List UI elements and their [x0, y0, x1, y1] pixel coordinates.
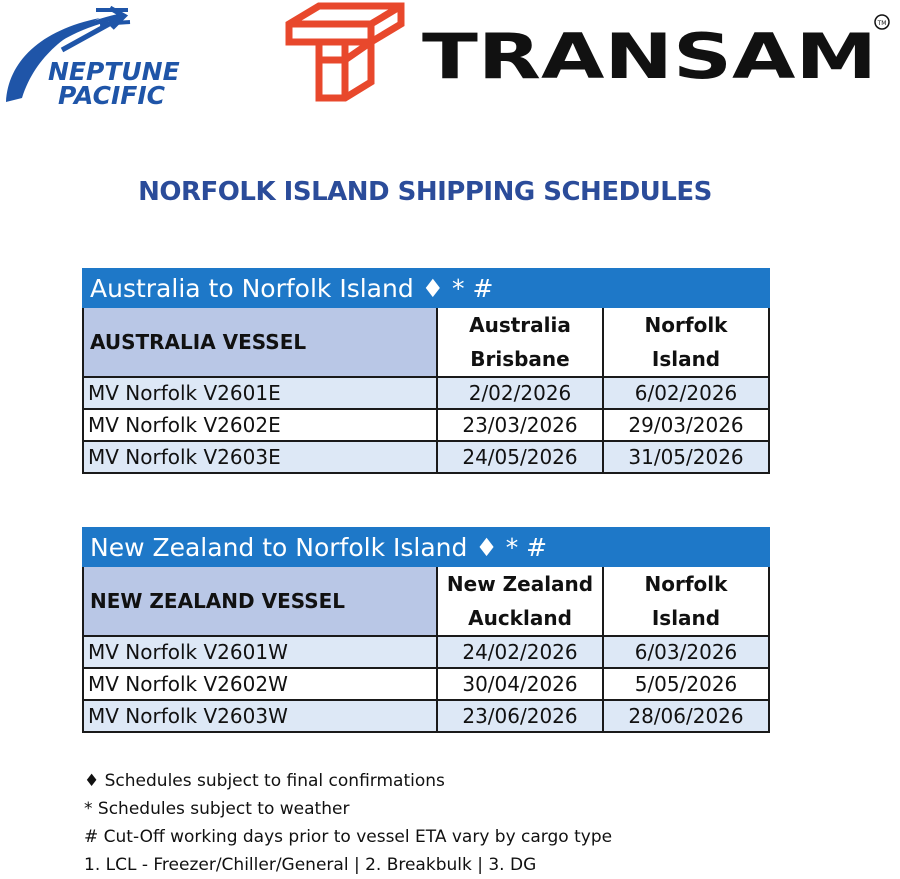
footnote-cargo-types: 1. LCL - Freezer/Chiller/General | 2. Breakbulk | 3. DG [84, 855, 537, 875]
footnotes [84, 767, 612, 879]
departure-date: 24/05/2026 [437, 441, 603, 473]
vessel-name: MV Norfolk V2603E [83, 441, 437, 473]
departure-date: 30/04/2026 [437, 668, 603, 700]
arrival-date: 6/03/2026 [603, 636, 769, 668]
page-title: NORFOLK ISLAND SHIPPING SCHEDULES [138, 177, 712, 207]
footnote-weather: * Schedules subject to weather [84, 799, 350, 819]
australia-schedule-table [82, 268, 770, 474]
departure-port-header: Australia Brisbane [437, 307, 603, 377]
table-row [83, 441, 769, 473]
vessel-name: MV Norfolk V2601E [83, 377, 437, 409]
trademark-mark: TM [877, 20, 887, 27]
pacific-word: PACIFIC [58, 81, 165, 110]
arrival-port-header: Norfolk Island [603, 566, 769, 636]
arrival-date: 31/05/2026 [603, 441, 769, 473]
arrival-port-header: Norfolk Island [603, 307, 769, 377]
departure-date: 2/02/2026 [437, 377, 603, 409]
footnote-cutoff: # Cut-Off working days prior to vessel ETA vary by cargo type [84, 827, 613, 847]
vessel-name: MV Norfolk V2602W [83, 668, 437, 700]
arrival-date: 5/05/2026 [603, 668, 769, 700]
transam-icon [285, 2, 405, 104]
table-row [83, 668, 769, 700]
arrival-date: 29/03/2026 [603, 409, 769, 441]
departure-date: 24/02/2026 [437, 636, 603, 668]
vessel-name: MV Norfolk V2602E [83, 409, 437, 441]
vessel-column-header: AUSTRALIA VESSEL [83, 307, 437, 377]
departure-date: 23/03/2026 [437, 409, 603, 441]
transam-word: TRANSAM [422, 20, 877, 90]
footnote-confirmation: ♦ Schedules subject to final confirmations [84, 771, 445, 791]
new-zealand-schedule-table [82, 527, 770, 733]
departure-port-header: New Zealand Auckland [437, 566, 603, 636]
vessel-column-header: NEW ZEALAND VESSEL [83, 566, 437, 636]
departure-date: 23/06/2026 [437, 700, 603, 732]
arrival-date: 6/02/2026 [603, 377, 769, 409]
arrival-date: 28/06/2026 [603, 700, 769, 732]
neptune-word: NEPTUNE [48, 57, 180, 86]
neptune-pacific-logo [0, 2, 235, 110]
table-row [83, 636, 769, 668]
vessel-name: MV Norfolk V2603W [83, 700, 437, 732]
table-row [83, 409, 769, 441]
route-header: New Zealand to Norfolk Island ♦ * # [83, 528, 769, 566]
route-header: Australia to Norfolk Island ♦ * # [83, 269, 769, 307]
transam-wordmark [420, 10, 890, 90]
table-row [83, 377, 769, 409]
table-row [83, 700, 769, 732]
vessel-name: MV Norfolk V2601W [83, 636, 437, 668]
